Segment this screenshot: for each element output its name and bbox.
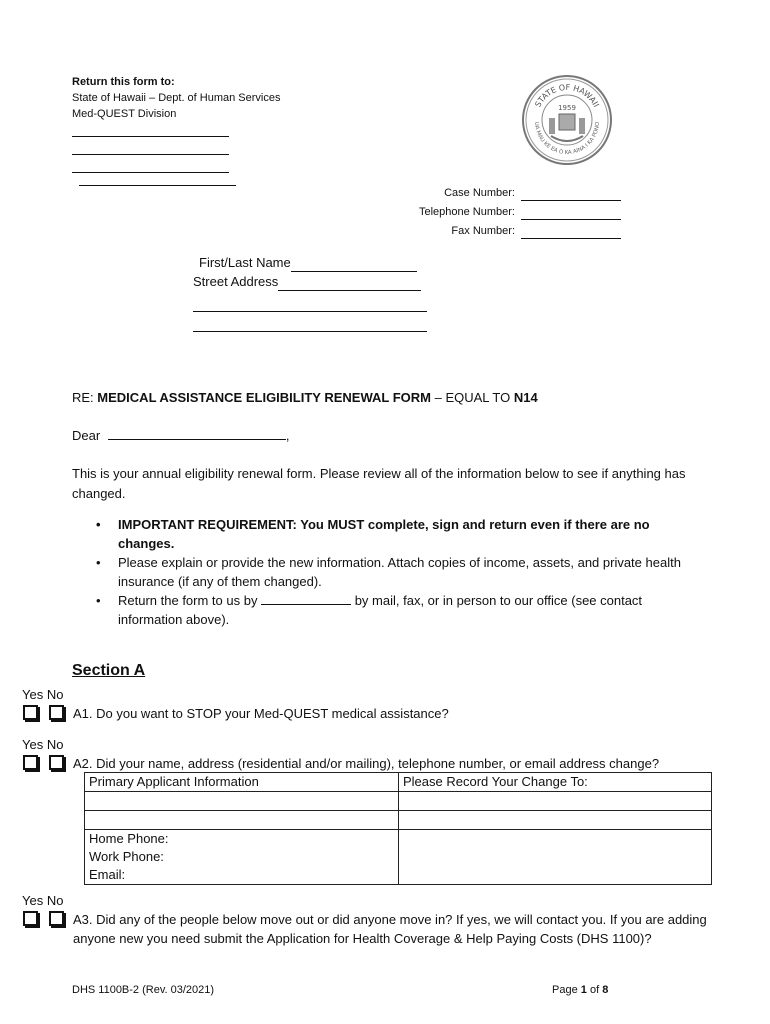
table-row (85, 866, 712, 885)
question-a1: A1. Do you want to STOP your Med-QUEST medical assistance? (73, 706, 449, 721)
address-line-3[interactable] (193, 312, 427, 332)
page-number: 1 (580, 984, 587, 996)
a2-no-checkbox[interactable] (49, 755, 64, 770)
return-line-2: Med-QUEST Division (72, 108, 177, 120)
a1-yes-checkbox[interactable] (23, 705, 38, 720)
dear-label: Dear (72, 428, 101, 443)
re-prefix: RE: (72, 390, 94, 405)
dear-comma: , (285, 428, 290, 443)
a3-no-checkbox[interactable] (49, 911, 64, 926)
return-line-1: State of Hawaii – Dept. of Human Services (72, 92, 281, 104)
bullet-2: • Please explain or provide the new information. Attach copies of income, assets, and private health insurance (if any of them changed). (72, 553, 692, 591)
case-number-label: Case Number: (444, 187, 515, 199)
page-word: Page (552, 984, 578, 996)
return-blank-1[interactable] (72, 122, 229, 137)
question-a3: A3. Did any of the people below move out or did anyone move in? If yes, we will contact you. If you are adding anyone new you need submit the Application for Health Coverage & Help Paying Costs (DHS 1100)? (73, 912, 707, 946)
return-by-date-field[interactable] (261, 592, 351, 605)
email-change[interactable] (399, 866, 712, 885)
svg-text:1959: 1959 (558, 104, 576, 112)
work-phone-label[interactable]: Work Phone: (85, 848, 399, 866)
case-number-field[interactable] (521, 188, 621, 201)
return-address-block (72, 74, 332, 173)
table-cell[interactable] (85, 792, 399, 811)
intro-paragraph: This is your annual eligibility renewal form. Please review all of the information below to see if anything has changed. (72, 466, 686, 501)
home-phone-label[interactable]: Home Phone: (85, 830, 399, 849)
table-row (85, 792, 712, 811)
name-label: First/Last Name (199, 255, 291, 270)
return-blank-3[interactable] (72, 155, 229, 173)
of-word: of (589, 984, 600, 996)
sender-blank[interactable] (79, 185, 236, 186)
svg-text:STATE OF HAWAII: STATE OF HAWAII (533, 82, 601, 109)
return-heading: Return this form to: (72, 76, 175, 88)
col1-header: Primary Applicant Information (85, 773, 399, 792)
case-info-block (380, 182, 621, 239)
table-row (85, 848, 712, 866)
fax-field[interactable] (521, 226, 621, 239)
table-row (85, 830, 712, 849)
home-phone-change[interactable] (399, 830, 712, 849)
state-seal-icon (521, 74, 613, 166)
page-indicator (552, 982, 608, 998)
dear-field[interactable] (108, 427, 286, 440)
form-id: DHS 1100B-2 (Rev. 03/2021) (72, 984, 215, 996)
state-seal (521, 74, 613, 166)
page-total: 8 (602, 984, 609, 996)
change-table (84, 772, 712, 885)
table-cell[interactable] (399, 811, 712, 830)
telephone-label: Telephone Number: (418, 206, 515, 218)
return-blank-2[interactable] (72, 137, 229, 155)
section-a-title: Section A (72, 662, 146, 679)
re-title: MEDICAL ASSISTANCE ELIGIBILITY RENEWAL FORM (97, 390, 431, 405)
work-phone-change[interactable] (399, 848, 712, 866)
bullet-3-post: by mail, fax, or in person to our office (see contact information above). (118, 593, 643, 627)
bullet-1: • IMPORTANT REQUIREMENT: You MUST complete, sign and return even if there are no changes. (72, 515, 692, 553)
telephone-field[interactable] (521, 207, 621, 220)
a1-no-checkbox[interactable] (49, 705, 64, 720)
table-row (85, 773, 712, 792)
street-label: Street Address (193, 274, 279, 289)
salutation (72, 426, 289, 445)
table-cell[interactable] (399, 792, 712, 811)
name-field[interactable] (291, 259, 417, 272)
re-equal: EQUAL TO (445, 390, 511, 405)
a2-yes-checkbox[interactable] (23, 755, 38, 770)
street-field[interactable] (278, 278, 421, 291)
yes-no-label-a2: Yes No (22, 737, 64, 752)
address-line-2[interactable] (193, 291, 427, 312)
table-cell[interactable] (85, 811, 399, 830)
table-row (85, 811, 712, 830)
svg-text:UA MAU KE EA O KA AINA I KA PO: UA MAU KE EA O KA AINA I KA PONO (532, 121, 602, 157)
a3-yes-checkbox[interactable] (23, 911, 38, 926)
re-dash: – (434, 390, 442, 405)
email-label[interactable]: Email: (85, 866, 399, 885)
addressee-block (193, 253, 433, 332)
re-line (72, 388, 712, 407)
bullet-3-pre: Return the form to us by (118, 593, 258, 608)
re-code: N14 (513, 390, 538, 405)
requirements-list (72, 515, 692, 629)
yes-no-label-a3: Yes No (22, 893, 64, 908)
bullet-3 (72, 591, 692, 629)
col2-header: Please Record Your Change To: (399, 773, 712, 792)
yes-no-label-a1: Yes No (22, 687, 64, 702)
question-a2: A2. Did your name, address (residential and/or mailing), telephone number, or email address change? (73, 756, 660, 771)
fax-label: Fax Number: (451, 225, 515, 237)
